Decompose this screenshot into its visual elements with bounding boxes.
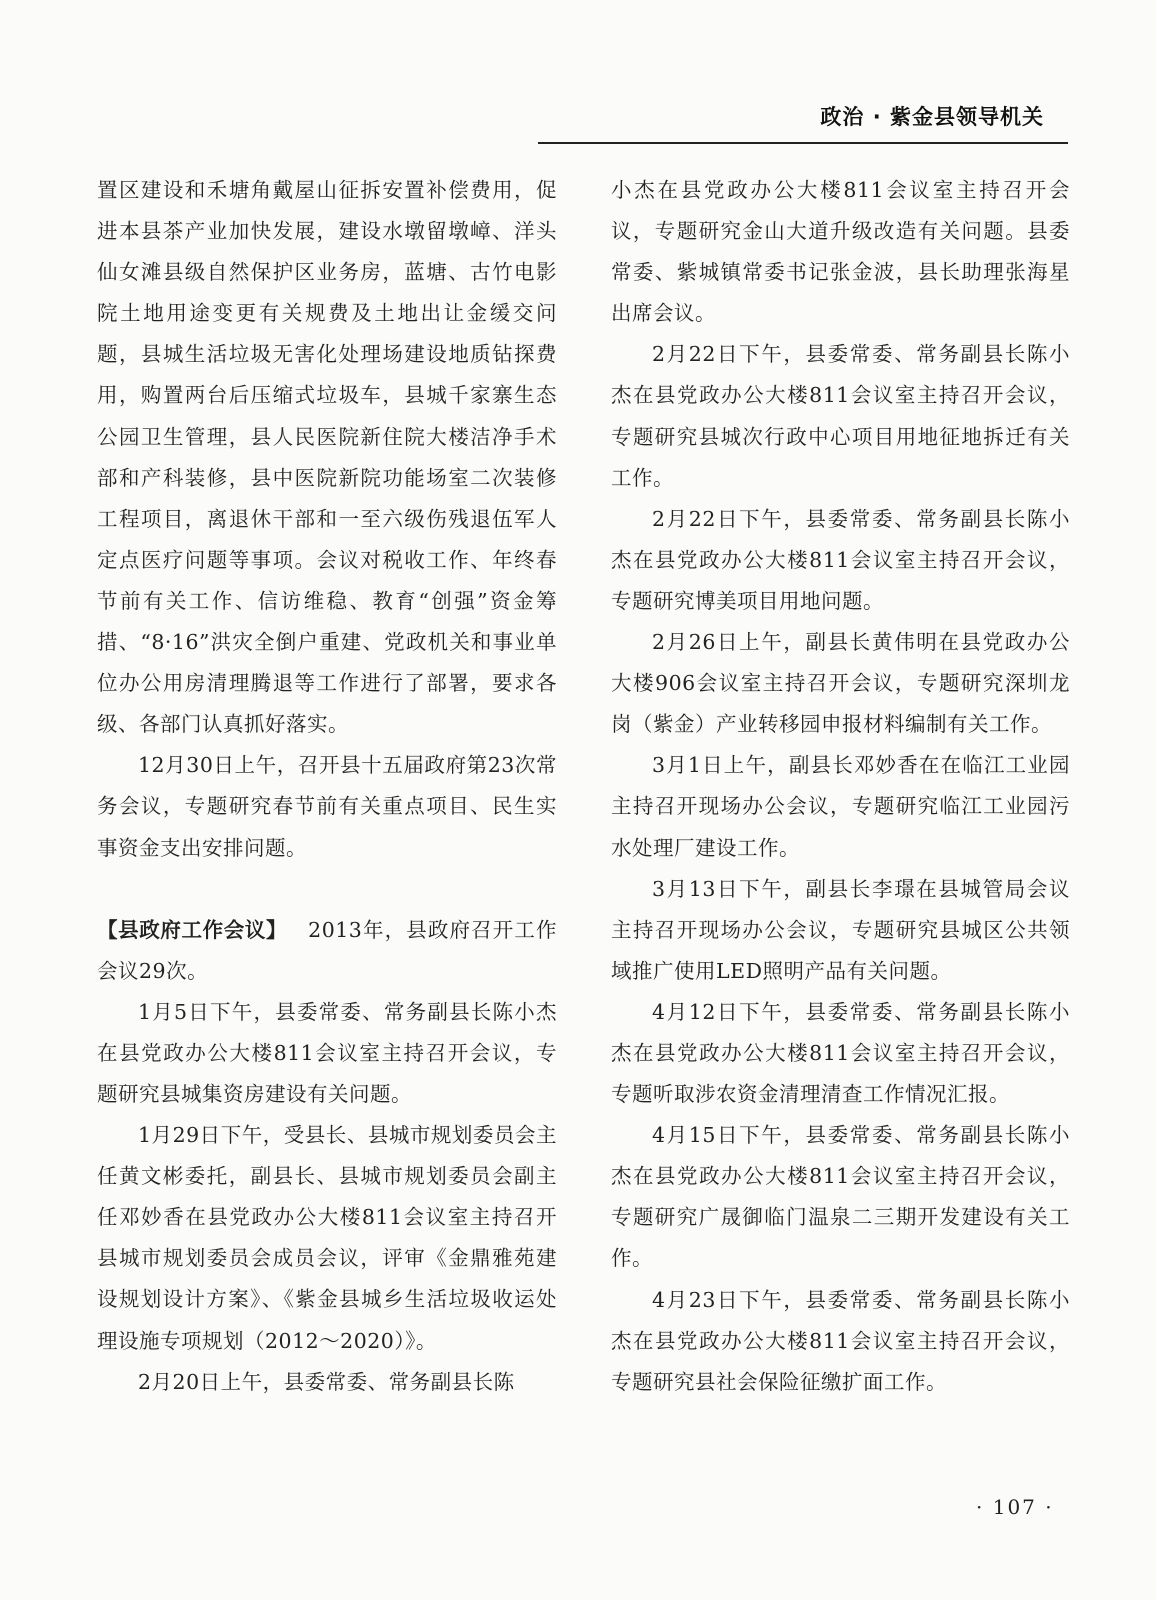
right-column: [611, 170, 1070, 1403]
paragraph: 置区建设和禾塘角戴屋山征拆安置补偿费用，促进本县茶产业加快发展，建设水墩留墩嶂、洋头仙女滩县级自然保护区业务房，蓝塘、古竹电影院土地用途变更有关规费及土地出让金缓交问题，县城生活垃圾无害化处理场建设地质钻探费用，购置两台后压缩式垃圾车，县城千家寨生态公园卫生管理，县人民医院新住院大楼洁净手术部和产科装修，县中医院新院功能场室二次装修工程项目，离退休干部和一至六级伤残退伍军人定点医疗问题等事项。会议对税收工作、年终春节前有关工作、信访维稳、教育“创强”资金筹措、“8·16”洪灾全倒户重建、党政机关和事业单位办公用房清理腾退等工作进行了部署，要求各级、各部门认真抓好落实。: [97, 178, 557, 737]
paragraph: 12月30日上午，召开县十五届政府第23次常务会议，专题研究春节前有关重点项目、民生实事资金支出安排问题。: [97, 753, 557, 860]
page-number: · 107 ·: [976, 1495, 1054, 1519]
left-column: [97, 170, 557, 1403]
paragraph: 3月1日上午，副县长邓妙香在在临江工业园主持召开现场办公会议，专题研究临江工业园污水处理厂建设工作。: [611, 753, 1070, 860]
paragraph: 3月13日下午，副县长李璟在县城管局会议主持召开现场办公会议，专题研究县城区公共领域推广使用LED照明产品有关问题。: [611, 876, 1070, 983]
paragraph: 1月29日下午，受县长、县城市规划委员会主任黄文彬委托，副县长、县城市规划委员会副主任邓妙香在县党政办公大楼811会议室主持召开县城市规划委员会成员会议，评审《金鼎雅苑建设规划设计方案》、《紫金县城乡生活垃圾收运处理设施专项规划（2012～2020）》。: [97, 1123, 557, 1353]
paragraph: 小杰在县党政办公大楼811会议室主持召开会议，专题研究金山大道升级改造有关问题。县委常委、紫城镇常委书记张金波，县长助理张海星出席会议。: [611, 178, 1070, 326]
section-intro-paragraph: [97, 910, 557, 992]
paragraph: 4月12日下午，县委常委、常务副县长陈小杰在县党政办公大楼811会议室主持召开会议，专题听取涉农资金清理清查工作情况汇报。: [611, 999, 1070, 1107]
paragraph: 2月22日下午，县委常委、常务副县长陈小杰在县党政办公大楼811会议室主持召开会议，专题研究博美项目用地问题。: [611, 506, 1070, 613]
paragraph: 1月5日下午，县委常委、常务副县长陈小杰在县党政办公大楼811会议室主持召开会议，专题研究县城集资房建设有关问题。: [97, 999, 557, 1106]
header-rule: [538, 142, 1068, 144]
paragraph: 4月15日下午，县委常委、常务副县长陈小杰在县党政办公大楼811会议室主持召开会议，专题研究广晟御临门温泉二三期开发建设有关工作。: [611, 1123, 1070, 1271]
paragraph: 2月20日上午，县委常委、常务副县长陈: [138, 1369, 515, 1394]
paragraph: 4月23日下午，县委常委、常务副县长陈小杰在县党政办公大楼811会议室主持召开会议，专题研究县社会保险征缴扩面工作。: [611, 1287, 1070, 1394]
paragraph: 2月22日下午，县委常委、常务副县长陈小杰在县党政办公大楼811会议室主持召开会议，专题研究县城次行政中心项目用地征地拆迁有关工作。: [611, 342, 1070, 490]
section-intro: 2013年，县政府召开工作会议29次。: [97, 917, 558, 983]
paragraph: 2月26日上午，副县长黄伟明在县党政办公大楼906会议室主持召开会议，专题研究深圳龙岗（紫金）产业转移园申报材料编制有关工作。: [611, 630, 1070, 737]
section-title: 【县政府工作会议】: [97, 917, 288, 942]
running-header: 政治 · 紫金县领导机关: [820, 105, 1044, 129]
